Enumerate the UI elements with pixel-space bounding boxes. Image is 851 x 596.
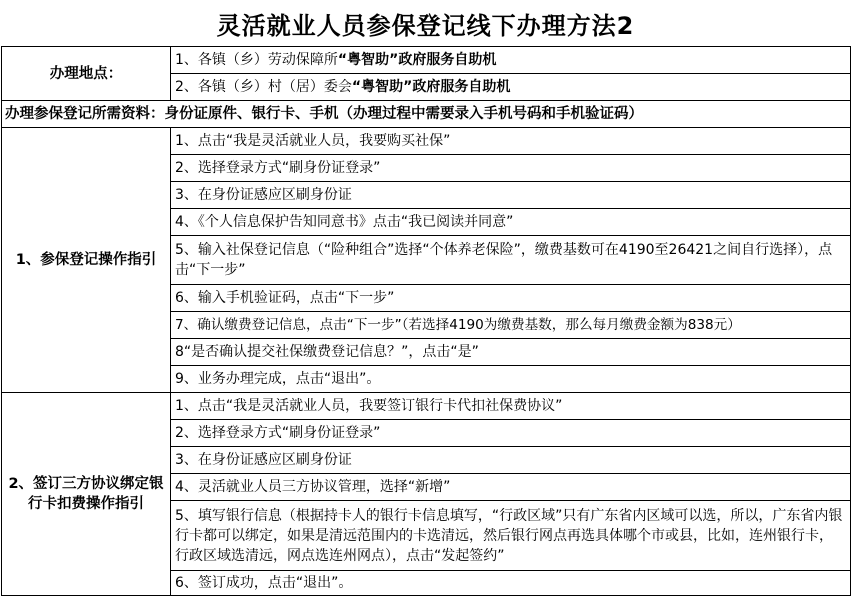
location-item [171, 74, 851, 101]
location-item-prefix: 2、各镇（乡）村（居）委会 [175, 79, 352, 95]
section2-step: 3、在身份证感应区刷身份证 [171, 447, 851, 474]
section2-step: 4、灵活就业人员三方协议管理，选择“新增” [171, 474, 851, 501]
section2-step: 2、选择登录方式“刷身份证登录” [171, 420, 851, 447]
section2-step: 5、填写银行信息（根据持卡人的银行卡信息填写，“行政区域”只有广东省内区域可以选，所以，广东省内银行卡都可以绑定，如果是清远范围内的卡选清远，然后银行网点再选具体哪个市或县，比如，连州银行卡，行政区域选清远，网点选连州网点），点击“发起签约” [171, 501, 851, 571]
section1-step: 8“是否确认提交社保缴费登记信息？”，点击“是” [171, 339, 851, 366]
location-item-suffix: 政府服务自助机 [398, 52, 497, 68]
section1-step: 2、选择登录方式“刷身份证登录” [171, 155, 851, 182]
section1-step: 5、输入社保登记信息（“险种组合”选择“个体养老保险”，缴费基数可在4190至26421之间自行选择），点击“下一步” [171, 236, 851, 285]
section2-step: 1、点击“我是灵活就业人员，我要签订银行卡代扣社保费协议” [171, 393, 851, 420]
table-row [2, 128, 851, 155]
table-row [2, 47, 851, 74]
location-item-prefix: 1、各镇（乡）劳动保障所 [175, 52, 338, 68]
section1-label: 1、参保登记操作指引 [2, 128, 171, 393]
location-item-highlight: “粤智助” [337, 52, 399, 68]
section2-step: 6、签订成功，点击“退出”。 [171, 571, 851, 596]
section1-step: 1、点击“我是灵活就业人员，我要购买社保” [171, 128, 851, 155]
table-row [2, 101, 851, 128]
required-materials: 办理参保登记所需资料：身份证原件、银行卡、手机（办理过程中需要录入手机号码和手机验证码） [2, 101, 851, 128]
section1-step: 9、业务办理完成，点击“退出”。 [171, 366, 851, 393]
section2-label: 2、签订三方协议绑定银行卡扣费操作指引 [2, 393, 171, 596]
section1-step: 6、输入手机验证码，点击“下一步” [171, 285, 851, 312]
section1-step: 7、确认缴费登记信息，点击“下一步”（若选择4190为缴费基数，那么每月缴费金额为838元） [171, 312, 851, 339]
instructions-table [1, 46, 851, 596]
location-item-suffix: 政府服务自助机 [412, 79, 511, 95]
section1-step: 4、《个人信息保护告知同意书》点击“我已阅读并同意” [171, 209, 851, 236]
section1-step: 3、在身份证感应区刷身份证 [171, 182, 851, 209]
location-item [171, 47, 851, 74]
table-row [2, 393, 851, 420]
location-label: 办理地点： [2, 47, 171, 101]
location-item-highlight: “粤智助” [351, 79, 413, 95]
page-title: 灵活就业人员参保登记线下办理方法2 [216, 11, 635, 40]
